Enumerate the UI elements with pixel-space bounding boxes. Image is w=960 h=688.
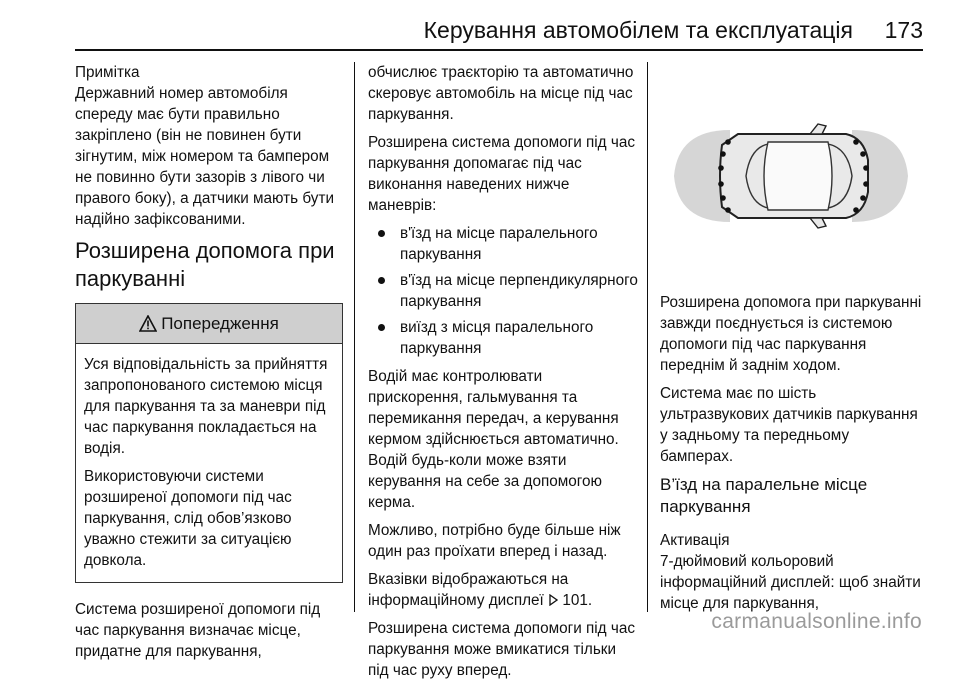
warning-text-1: Уся відповідальність за прийняття запропонованого системою місця для паркування та за маневри під час паркування покладається на водія. [84, 356, 328, 457]
section-title-line2: паркуванні [75, 266, 186, 291]
heading-line2: паркування [660, 497, 751, 516]
heading-line1: В’їзд на паралельне місце [660, 475, 868, 494]
note-text: Державний номер автомобіля спереду має бути правильно закріплено (він не повинен бути зігнутим, між номером та бампером не повинно бути зазорів з лівого чи правого боку), а датчики мають бути надійно зафіксованими. [75, 85, 335, 228]
column-1 [75, 62, 343, 669]
display-reference-text: Вказівки відображаються на інформаційному дисплеї [368, 571, 569, 609]
header-rule [75, 49, 923, 51]
col2-paragraph-6: Розширена система допомоги під час паркування може вмикатися тільки під час руху вперед. [368, 620, 635, 679]
column-2 [368, 62, 640, 688]
col1-paragraph: Система розширеної допомоги під час паркування визначає місце, придатне для паркування, [75, 601, 321, 660]
bullet-icon [378, 277, 385, 284]
col2-paragraph-5 [368, 569, 640, 611]
warning-triangle-icon [139, 315, 157, 332]
maneuver-list [368, 223, 640, 359]
section-title [75, 237, 343, 293]
warning-header [76, 304, 342, 344]
warning-box [75, 303, 343, 583]
warning-text-2: Використовуючи системи розширеної допомоги під час паркування, слід обов’язково уважно стежити за ситуацією довкола. [84, 468, 292, 569]
column-3 [660, 292, 924, 621]
list-item: в'їзд на місце паралельного паркування [368, 223, 640, 265]
section-title-line1: Розширена допомога при [75, 238, 335, 263]
note-heading: Примітка [75, 64, 140, 81]
col2-paragraph-3: Водій має контролювати прискорення, гальмування та перемикання передач, а керування кермом здійснюється автоматично. Водій будь-коли може взяти керування на себе за допомогою керма. [368, 368, 619, 511]
col3-paragraph-3: 7-дюймовий кольоровий інформаційний дисплей: щоб знайти місце для паркування, [660, 553, 921, 612]
parking-sensor-figure [660, 72, 922, 280]
watermark: carmanualsonline.info [711, 610, 922, 633]
col2-paragraph-4: Можливо, потрібно буде більше ніж один раз проїхати вперед і назад. [368, 522, 621, 560]
page-header [75, 14, 923, 46]
warning-title: Попередження [161, 314, 279, 333]
col3-paragraph-1: Розширена допомога при паркуванні завжди поєднується із системою допомоги під час паркування переднім й заднім ходом. [660, 294, 922, 374]
activation-heading: Активація [660, 532, 730, 549]
list-item: виїзд з місця паралельного паркування [368, 317, 640, 359]
warning-body [76, 344, 342, 582]
parallel-parking-heading [660, 474, 924, 518]
bullet-icon [378, 230, 385, 237]
col3-paragraph-2: Система має по шість ультразвукових датчиків паркування у задньому та передньому бамперах. [660, 385, 918, 465]
bullet-icon [378, 324, 385, 331]
column-divider-1 [354, 62, 355, 612]
page-reference[interactable]: 101. [562, 592, 593, 609]
col2-paragraph-2: Розширена система допомоги під час паркування допомагає під час виконання наведених нижче маневрів: [368, 134, 635, 214]
header-title: Керування автомобілем та експлуатація [423, 17, 853, 43]
list-item: в'їзд на місце перпендикулярного паркування [368, 270, 640, 312]
page-number: 173 [884, 17, 923, 43]
col2-paragraph-1: обчислює траєкторію та автоматично скеровує автомобіль на місце під час паркування. [368, 64, 634, 123]
page-reference-icon [548, 594, 558, 606]
column-divider-2 [647, 62, 648, 612]
